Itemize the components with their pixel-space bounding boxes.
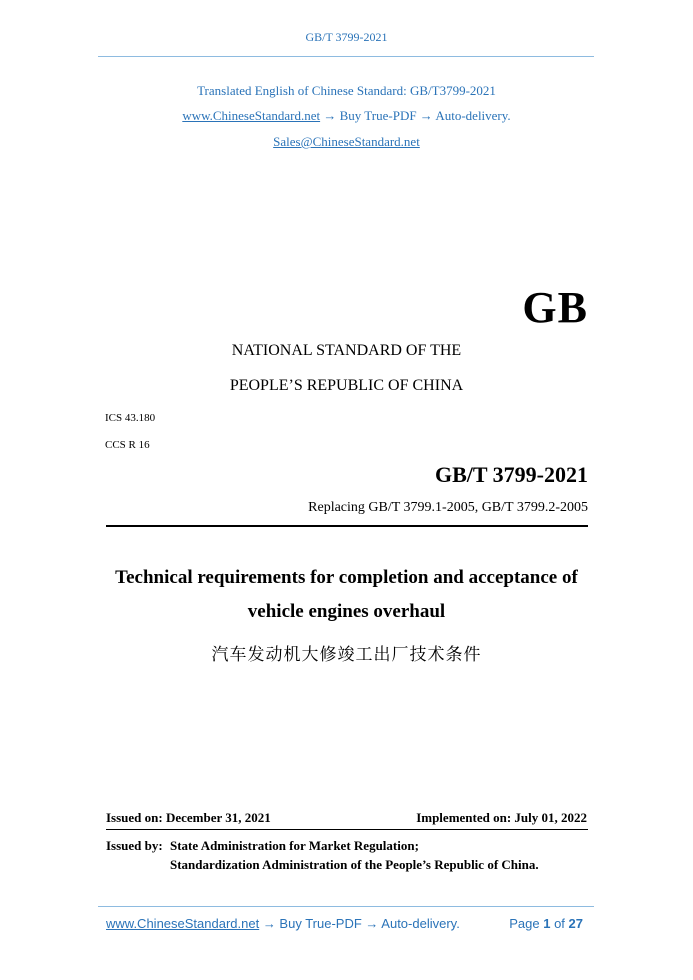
national-standard-line-2: PEOPLE’S REPUBLIC OF CHINA: [229, 377, 464, 394]
page-indicator: [509, 916, 583, 931]
promo-buy-line: [0, 108, 693, 124]
standard-number: GB/T 3799-2021: [434, 462, 588, 487]
footer-site-link[interactable]: www.ChineseStandard.net: [106, 916, 260, 931]
page-word: Page: [509, 916, 544, 931]
page-current: 1: [543, 916, 551, 931]
title-top-rule: [106, 525, 588, 527]
implemented-on-date: Implemented on: July 01, 2022: [416, 810, 587, 825]
ccs-code: CCS R 16: [105, 439, 150, 451]
issuer-2: Standardization Administration of the People’s Republic of China.: [170, 857, 539, 872]
title-line-2: vehicle engines overhaul: [247, 601, 446, 622]
gb-mark: GB: [522, 283, 588, 332]
national-standard-line-1: NATIONAL STANDARD OF THE: [231, 342, 462, 359]
chinese-title: 汽车发动机大修竣工出厂技术条件: [211, 645, 482, 665]
issuer-1: State Administration for Market Regulation;: [170, 838, 419, 853]
dates-rule: [106, 829, 588, 830]
title-line-1: Technical requirements for completion and acceptance of: [115, 567, 578, 588]
promo-buy-text: → Buy True-PDF → Auto-delivery.: [320, 108, 511, 123]
footer-divider: [98, 906, 594, 907]
replacing-standards: Replacing GB/T 3799.1-2005, GB/T 3799.2-2005: [308, 500, 588, 515]
running-header: GB/T 3799-2021: [305, 30, 388, 44]
of-word: of: [550, 916, 569, 931]
header-divider: [98, 56, 594, 57]
promo-email-link[interactable]: Sales@ChineseStandard.net: [273, 134, 420, 149]
promo-site-link[interactable]: www.ChineseStandard.net: [182, 108, 321, 123]
ics-code: ICS 43.180: [105, 412, 156, 424]
footer-buy-text: → Buy True-PDF → Auto-delivery.: [259, 916, 460, 931]
issued-on-date: Issued on: December 31, 2021: [106, 810, 271, 825]
footer-promo: [106, 916, 460, 931]
promo-translated-line: Translated English of Chinese Standard: GB/T3799-2021: [197, 83, 496, 98]
page-total: 27: [568, 916, 583, 931]
promo-email-line: [0, 134, 693, 150]
issued-by-label: Issued by:: [106, 838, 163, 853]
